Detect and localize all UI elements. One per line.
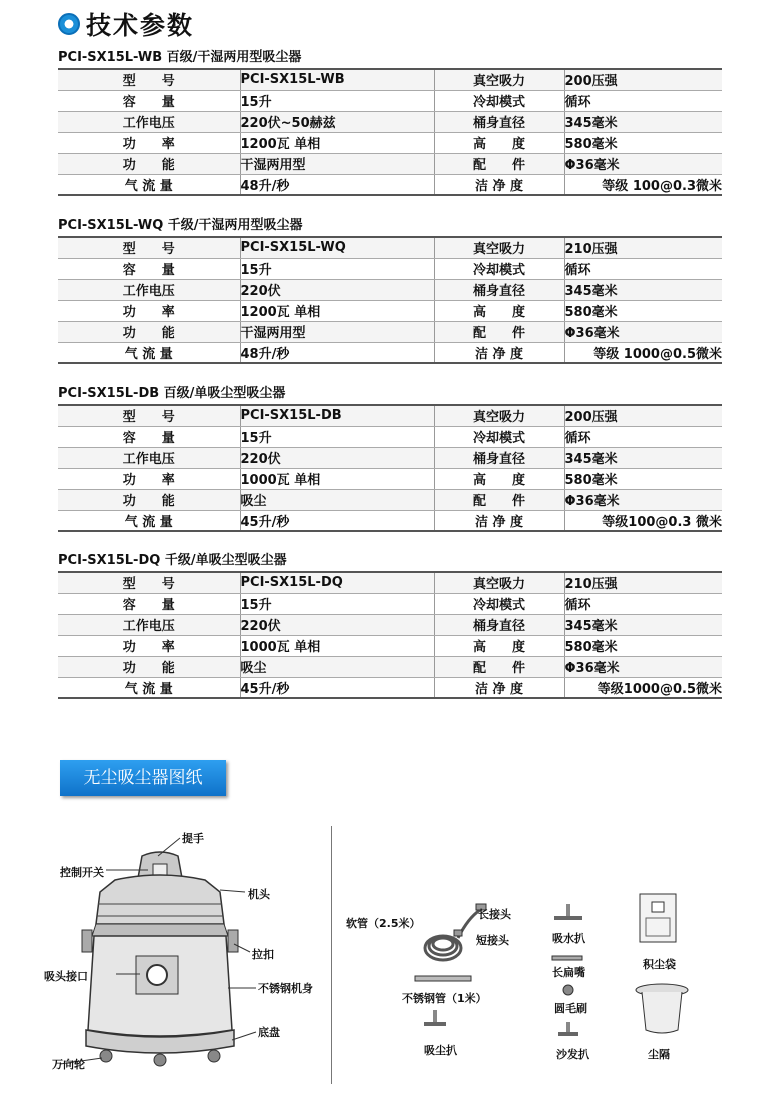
label-caster: 万向轮 [52, 1058, 85, 1071]
spec-value-cell: 15升 [240, 593, 434, 614]
spec-value-cell: 循环 [564, 593, 722, 614]
spec-label-cell: 功 率 [58, 132, 240, 153]
dust-bag-icon [640, 894, 676, 942]
label-sofa-nozzle: 沙发扒 [556, 1048, 589, 1061]
spec-value-cell: 15升 [240, 258, 434, 279]
spec-value-cell: PCI-SX15L-DQ [240, 572, 434, 593]
spec-label-cell: 高 度 [434, 468, 564, 489]
spec-label-cell: 桶身直径 [434, 111, 564, 132]
table-row [58, 635, 722, 656]
spec-block [58, 48, 724, 196]
label-base: 底盘 [258, 1026, 280, 1039]
spec-value-cell: 580毫米 [564, 300, 722, 321]
spec-value-cell: 等级 100@0.3微米 [602, 178, 722, 194]
label-dust-nozzle: 吸尘扒 [424, 1044, 457, 1057]
spec-value-cell: 吸尘 [240, 656, 434, 677]
spec-value-cell: 345毫米 [564, 279, 722, 300]
label-control-switch: 控制开关 [60, 866, 104, 879]
spec-label-cell: 工作电压 [58, 447, 240, 468]
spec-label-cell: 冷却模式 [434, 593, 564, 614]
spec-label-cell: 工作电压 [58, 614, 240, 635]
spec-label-cell: 洁 净 度 [434, 174, 564, 195]
spec-value-cell: 200压强 [564, 69, 722, 90]
spec-value-cell: 1200瓦 单相 [240, 132, 434, 153]
spec-value-cell: 1200瓦 单相 [240, 300, 434, 321]
table-row [58, 426, 722, 447]
spec-label-cell: 洁 净 度 [434, 510, 564, 531]
spec-value-cell: 580毫米 [564, 468, 722, 489]
label-inlet: 吸头接口 [44, 970, 88, 983]
label-long-connector: 长接头 [478, 908, 511, 921]
spec-value-cell: 210压强 [564, 572, 722, 593]
spec-label-cell: 真空吸力 [434, 69, 564, 90]
spec-label-cell: 容 量 [58, 90, 240, 111]
table-row [58, 258, 722, 279]
spec-value-cell: 220伏 [240, 447, 434, 468]
spec-label-cell: 容 量 [58, 593, 240, 614]
spec-label-cell: 冷却模式 [434, 258, 564, 279]
table-row [58, 279, 722, 300]
spec-label-cell: 型 号 [58, 69, 240, 90]
table-row [58, 300, 722, 321]
spec-value-cell: 干湿两用型 [240, 153, 434, 174]
label-hose: 软管（2.5米） [346, 917, 421, 930]
spec-label-cell: 配 件 [434, 489, 564, 510]
model-line: PCI-SX15L-DB 百级/单吸尘型吸尘器 [58, 386, 286, 401]
spec-value-cell: 循环 [564, 426, 722, 447]
table-row [58, 174, 722, 195]
spec-table [58, 571, 722, 699]
spec-label-cell: 桶身直径 [434, 447, 564, 468]
spec-value-cell: Φ36毫米 [564, 656, 722, 677]
spec-value-cell: 等级100@0.3 微米 [602, 514, 722, 530]
short-connector-icon [454, 930, 462, 936]
label-head: 机头 [248, 888, 270, 901]
spec-value-cell: 210压强 [564, 237, 722, 258]
spec-label-cell: 配 件 [434, 656, 564, 677]
spec-value-cell: 220伏 [240, 614, 434, 635]
label-body: 不锈钢机身 [258, 982, 313, 995]
page-title: 技术参数 [86, 11, 195, 40]
spec-label-cell: 功 能 [58, 489, 240, 510]
spec-value-cell: PCI-SX15L-DB [240, 405, 434, 426]
spec-label-cell: 型 号 [58, 405, 240, 426]
spec-label-cell: 洁 净 度 [434, 677, 564, 698]
spec-value-cell: PCI-SX15L-WQ [240, 237, 434, 258]
table-row [58, 153, 722, 174]
spec-label-cell: 功 率 [58, 468, 240, 489]
spec-value-cell: 345毫米 [564, 447, 722, 468]
tube-icon [415, 976, 471, 981]
spec-block [58, 384, 724, 532]
spec-value-cell: 循环 [564, 90, 722, 111]
label-clasp: 拉扣 [252, 948, 274, 961]
spec-label-cell: 冷却模式 [434, 90, 564, 111]
spec-value-cell: 等级1000@0.5微米 [597, 681, 722, 697]
water-nozzle-icon [554, 904, 582, 920]
vacuum-drawing [20, 820, 320, 1080]
spec-value-cell: 吸尘 [240, 489, 434, 510]
accessories-drawing [340, 880, 740, 1080]
hose-icon [425, 910, 480, 960]
table-row [58, 614, 722, 635]
table-row [58, 656, 722, 677]
model-line: PCI-SX15L-DQ 千级/单吸尘型吸尘器 [58, 553, 287, 568]
spec-label-cell: 型 号 [58, 237, 240, 258]
spec-value-cell: 345毫米 [564, 614, 722, 635]
spec-block [58, 216, 724, 364]
spec-label-cell: 高 度 [434, 132, 564, 153]
sofa-nozzle-icon [558, 1022, 578, 1036]
table-row [58, 447, 722, 468]
spec-label-cell: 真空吸力 [434, 237, 564, 258]
table-row [58, 237, 722, 258]
spec-label-cell: 桶身直径 [434, 614, 564, 635]
spec-value-cell: 1000瓦 单相 [240, 635, 434, 656]
table-row [58, 510, 722, 531]
spec-value-cell: 15升 [240, 90, 434, 111]
spec-value-cell: 干湿两用型 [240, 321, 434, 342]
spec-label-cell: 气 流 量 [58, 174, 240, 195]
spec-label-cell: 功 能 [58, 153, 240, 174]
flat-nozzle-icon [552, 956, 582, 960]
spec-label-cell: 功 能 [58, 656, 240, 677]
spec-block [58, 551, 724, 699]
spec-label-cell: 气 流 量 [58, 677, 240, 698]
spec-value-cell: 45升/秒 [240, 510, 434, 531]
label-tube: 不锈钢管（1米） [402, 992, 487, 1005]
drawing-banner: 无尘吸尘器图纸 [60, 760, 226, 796]
table-row [58, 593, 722, 614]
label-brush: 圆毛刷 [554, 1002, 587, 1015]
table-row [58, 132, 722, 153]
spec-value-cell: 15升 [240, 426, 434, 447]
label-handle: 提手 [182, 832, 204, 845]
spec-value-cell: 48升/秒 [240, 174, 434, 195]
spec-value-cell: 45升/秒 [240, 677, 434, 698]
spec-label-cell: 配 件 [434, 321, 564, 342]
spec-label-cell: 功 能 [58, 321, 240, 342]
spec-value-cell: 1000瓦 单相 [240, 468, 434, 489]
table-row [58, 405, 722, 426]
label-dust-bag: 积尘袋 [643, 958, 676, 971]
spec-label-cell: 气 流 量 [58, 342, 240, 363]
spec-value-cell: 48升/秒 [240, 342, 434, 363]
table-row [58, 489, 722, 510]
table-row [58, 69, 722, 90]
spec-label-cell: 真空吸力 [434, 405, 564, 426]
model-line: PCI-SX15L-WB 百级/干湿两用型吸尘器 [58, 50, 302, 65]
spec-label-cell: 高 度 [434, 635, 564, 656]
spec-table [58, 404, 722, 532]
section-header [58, 4, 194, 44]
bullet-circle-icon [58, 13, 80, 35]
spec-table [58, 68, 722, 196]
table-row [58, 90, 722, 111]
spec-value-cell: 580毫米 [564, 635, 722, 656]
label-flat-nozzle: 长扁嘴 [552, 966, 585, 979]
spec-value-cell: Φ36毫米 [564, 321, 722, 342]
table-row [58, 572, 722, 593]
spec-label-cell: 真空吸力 [434, 572, 564, 593]
spec-label-cell: 桶身直径 [434, 279, 564, 300]
spec-value-cell: Φ36毫米 [564, 489, 722, 510]
table-row [58, 321, 722, 342]
spec-value-cell: 220伏 [240, 279, 434, 300]
model-line: PCI-SX15L-WQ 千级/干湿两用型吸尘器 [58, 218, 303, 233]
spec-value-cell: 220伏~50赫兹 [240, 111, 434, 132]
table-row [58, 677, 722, 698]
spec-value-cell: 循环 [564, 258, 722, 279]
spec-value-cell: 345毫米 [564, 111, 722, 132]
spec-label-cell: 冷却模式 [434, 426, 564, 447]
spec-label-cell: 容 量 [58, 258, 240, 279]
spec-label-cell: 功 率 [58, 300, 240, 321]
spec-table [58, 236, 722, 364]
spec-label-cell: 工作电压 [58, 111, 240, 132]
spec-value-cell: Φ36毫米 [564, 153, 722, 174]
spec-value-cell: 200压强 [564, 405, 722, 426]
spec-value-cell: 580毫米 [564, 132, 722, 153]
label-water-nozzle: 吸水扒 [552, 932, 585, 945]
spec-value-cell: 等级 1000@0.5微米 [593, 346, 722, 362]
spec-label-cell: 洁 净 度 [434, 342, 564, 363]
spec-label-cell: 工作电压 [58, 279, 240, 300]
spec-label-cell: 型 号 [58, 572, 240, 593]
spec-label-cell: 高 度 [434, 300, 564, 321]
spec-label-cell: 功 率 [58, 635, 240, 656]
brush-icon [563, 985, 573, 995]
label-short-connector: 短接头 [476, 934, 509, 947]
dust-nozzle-icon [424, 1010, 446, 1026]
table-row [58, 342, 722, 363]
label-separator: 尘隔 [648, 1048, 670, 1061]
separator-icon [636, 984, 688, 1033]
spec-label-cell: 气 流 量 [58, 510, 240, 531]
spec-label-cell: 配 件 [434, 153, 564, 174]
table-row [58, 111, 722, 132]
spec-label-cell: 容 量 [58, 426, 240, 447]
drawing-divider [331, 826, 332, 1084]
table-row [58, 468, 722, 489]
spec-value-cell: PCI-SX15L-WB [240, 69, 434, 90]
